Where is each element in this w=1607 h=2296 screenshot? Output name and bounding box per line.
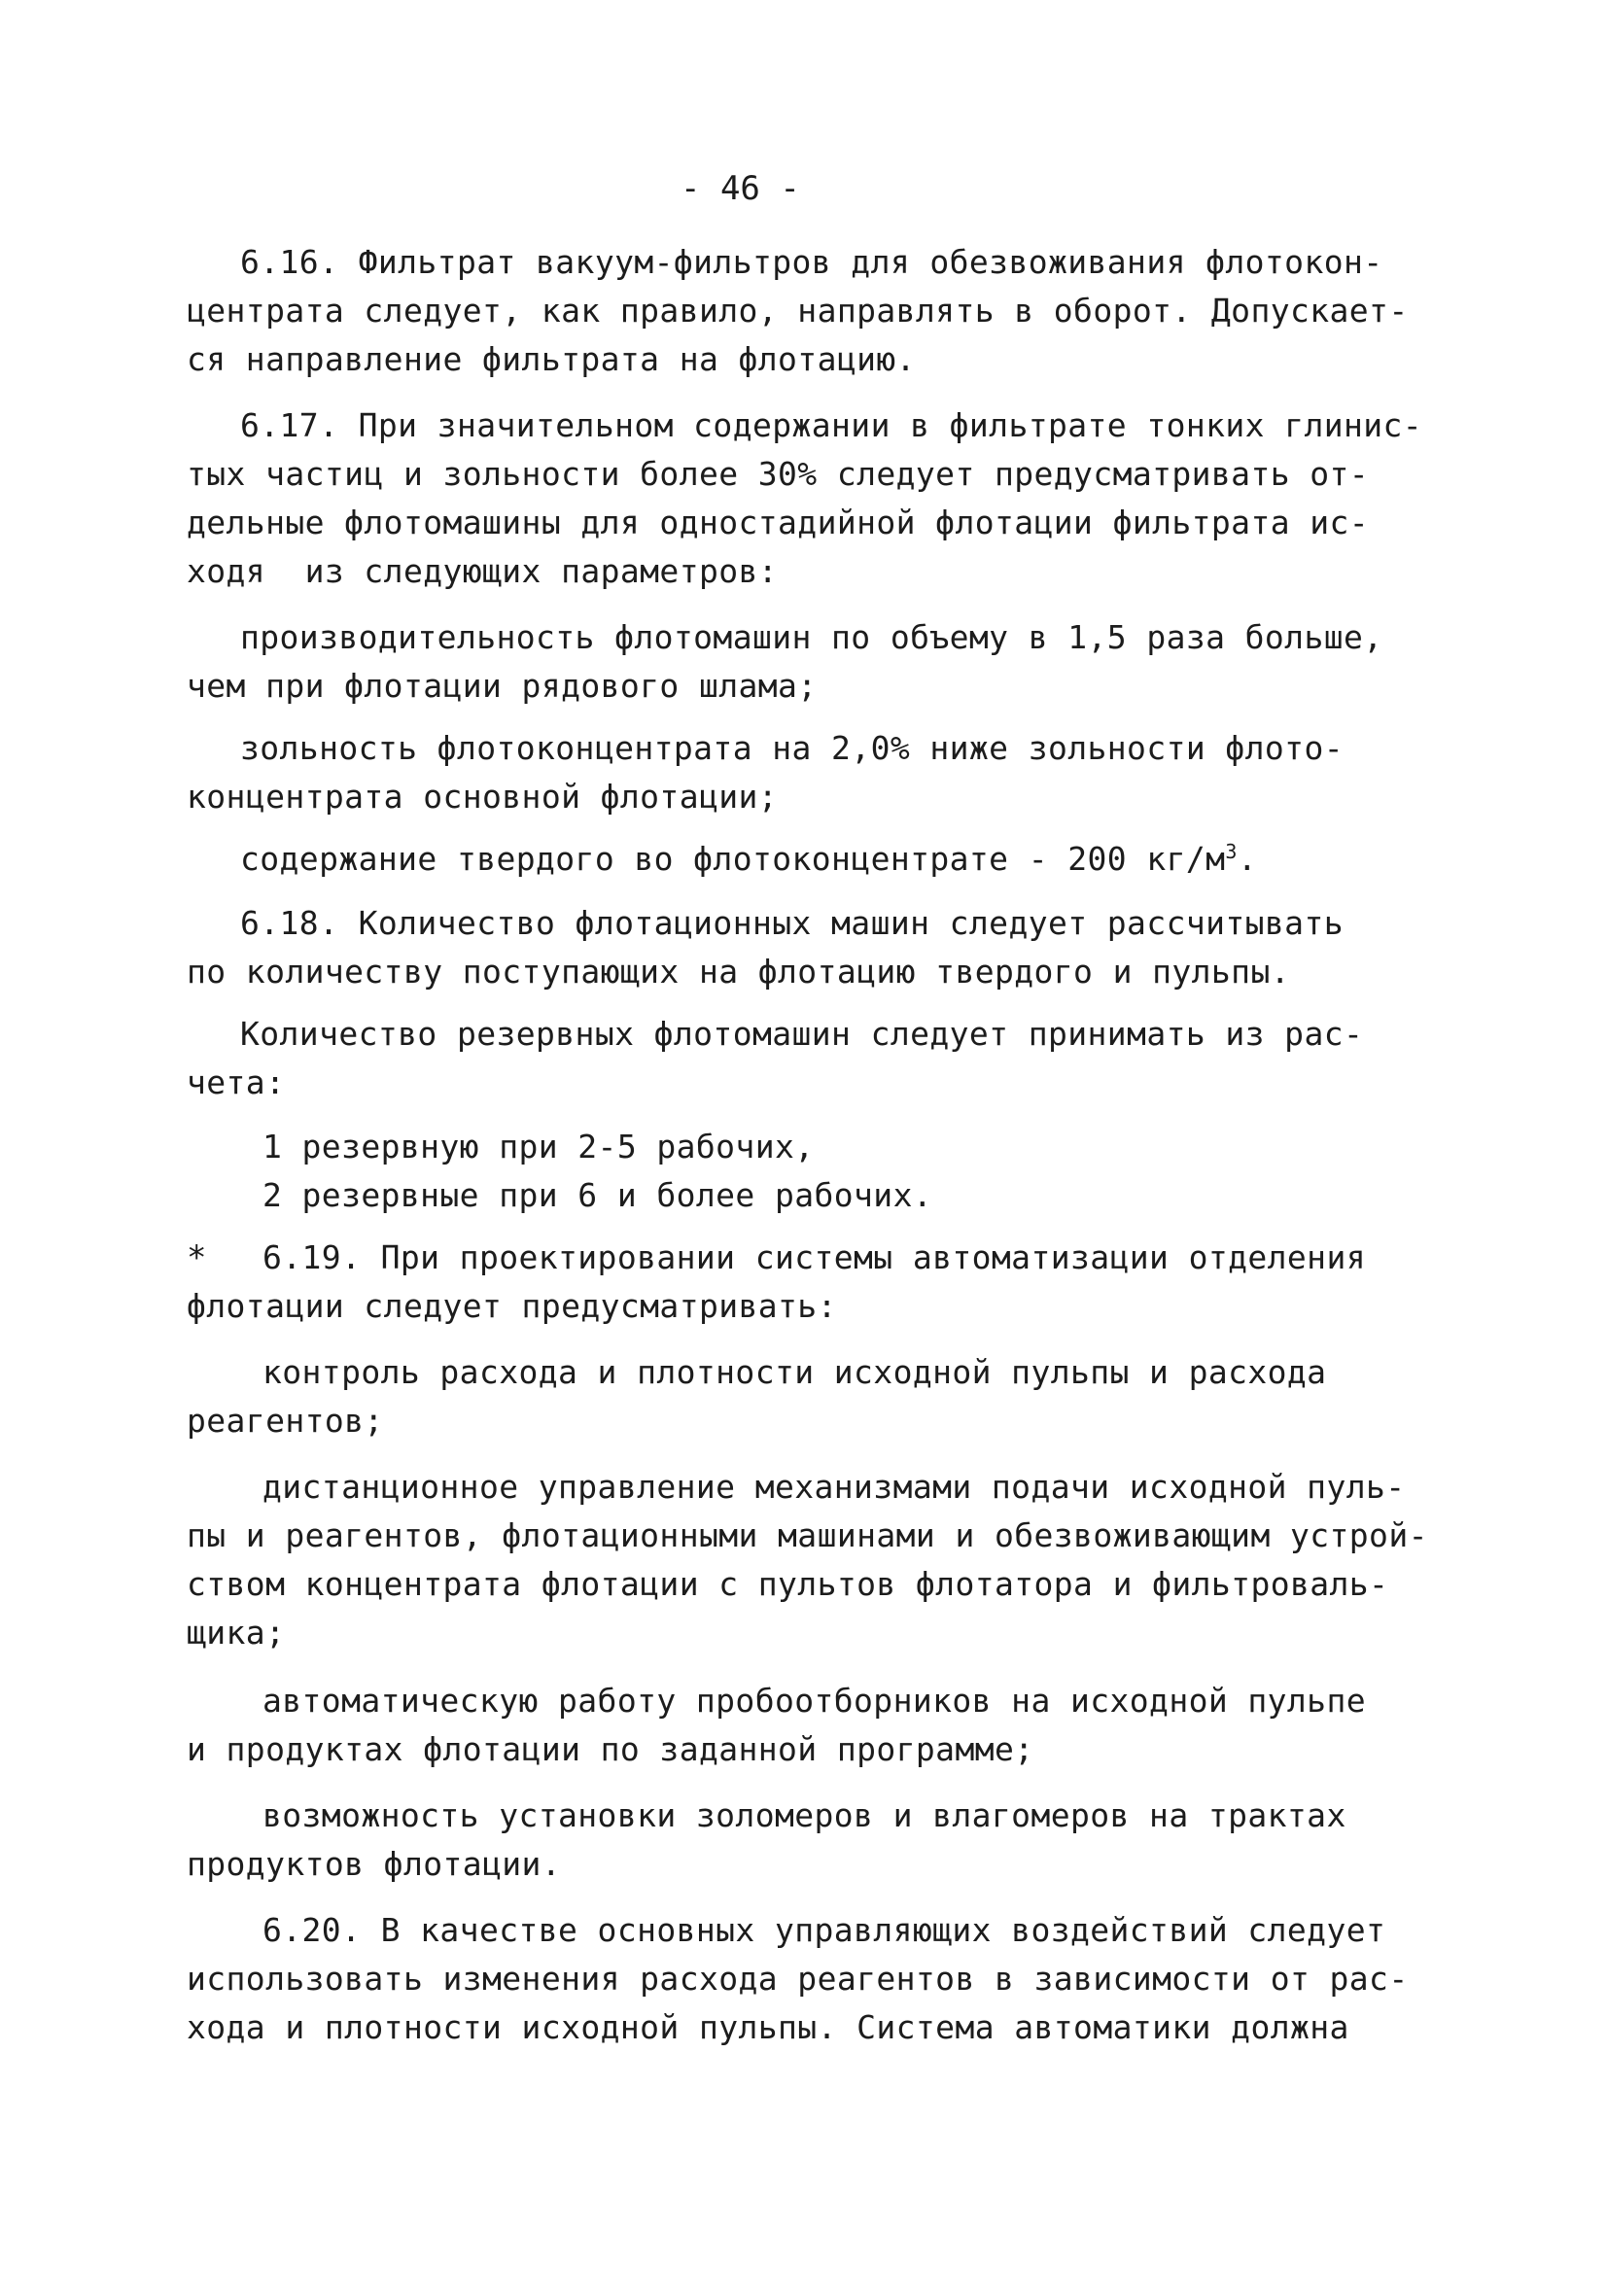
paragraph-6-19-item-b-line-2: пы и реагентов, флотационными машинами и обезвоживающим устрой- — [187, 1516, 1428, 1554]
paragraph-6-17-line-1: 6.17. При значительном содержании в фильтрате тонких глинис- — [240, 406, 1423, 444]
asterisk-marker: * — [187, 1238, 207, 1277]
paragraph-6-17-item-a-line-1: производительность флотомашин по объему в 1,5 раза больше, — [240, 618, 1383, 656]
paragraph-6-18-reserve-item-1: 1 резервную при 2-5 рабочих, — [262, 1128, 815, 1165]
paragraph-6-18-line-1: 6.18. Количество флотационных машин следует рассчитывать — [240, 904, 1344, 942]
paragraph-6-16-line-3: ся направление фильтрата на флотацию. — [187, 340, 916, 378]
paragraph-6-16-line-1: 6.16. Фильтрат вакуум-фильтров для обезвоживания флотокон- — [240, 243, 1383, 281]
paragraph-6-19-item-a-line-1: контроль расхода и плотности исходной пульпы и расхода — [262, 1353, 1327, 1391]
paragraph-6-19-item-d-line-1: возможность установки золомеров и влагомеров на трактах — [262, 1796, 1346, 1834]
paragraph-6-17-item-b-line-2: концентрата основной флотации; — [187, 778, 779, 816]
paragraph-6-19-item-b-line-3: ством концентрата флотации с пультов флотатора и фильтроваль- — [187, 1565, 1389, 1603]
paragraph-6-18-reserve-item-2: 2 резервные при 6 и более рабочих. — [262, 1176, 933, 1214]
paragraph-6-19-item-d-line-2: продуктов флотации. — [187, 1845, 562, 1883]
paragraph-6-16-line-2: центрата следует, как правило, направлять в оборот. Допускает- — [187, 292, 1409, 330]
paragraph-6-20-line-3: хода и плотности исходной пульпы. Система автоматики должна — [187, 2008, 1349, 2046]
paragraph-6-18-reserve-line-2: чета: — [187, 1063, 286, 1101]
paragraph-6-17-item-c-end: . — [1237, 840, 1258, 878]
paragraph-6-18-line-2: по количеству поступающих на флотацию твердого и пульпы. — [187, 953, 1290, 991]
paragraph-6-17-item-a-line-2: чем при флотации рядового шлама; — [187, 667, 818, 705]
paragraph-6-19-item-c-line-2: и продуктах флотации по заданной программе; — [187, 1730, 1034, 1768]
page-number: - 46 - — [681, 169, 800, 208]
paragraph-6-19-line-2: флотации следует предусматривать: — [187, 1287, 837, 1325]
paragraph-6-19-item-b-line-1: дистанционное управление механизмами подачи исходной пуль- — [262, 1468, 1406, 1506]
paragraph-6-18-reserve-line-1: Количество резервных флотомашин следует принимать из рас- — [240, 1015, 1364, 1053]
paragraph-6-17-item-b-line-1: зольность флотоконцентрата на 2,0% ниже зольности флото- — [240, 729, 1344, 767]
paragraph-6-19-item-b-line-4: щика; — [187, 1614, 286, 1652]
paragraph-6-17-line-2: тых частиц и зольности более 30% следует предусматривать от- — [187, 455, 1370, 493]
paragraph-6-20-line-1: 6.20. В качестве основных управляющих воздействий следует — [262, 1911, 1386, 1949]
paragraph-6-17-item-c-text: содержание твердого во флотоконцентрате - 200 кг/м — [240, 840, 1226, 878]
paragraph-6-20-line-2: использовать изменения расхода реагентов в зависимости от рас- — [187, 1960, 1409, 1998]
paragraph-6-19-line-1: 6.19. При проектировании системы автоматизации отделения — [262, 1238, 1366, 1276]
paragraph-6-17-line-3: дельные флотомашины для одностадийной флотации фильтрата ис- — [187, 504, 1370, 541]
paragraph-6-17-line-4: ходя из следующих параметров: — [187, 552, 779, 590]
paragraph-6-17-item-c-line-1 — [240, 840, 1257, 879]
superscript-cubic: 3 — [1225, 840, 1238, 863]
paragraph-6-19-item-c-line-1: автоматическую работу пробоотборников на исходной пульпе — [262, 1682, 1366, 1720]
paragraph-6-19-item-a-line-2: реагентов; — [187, 1402, 384, 1440]
